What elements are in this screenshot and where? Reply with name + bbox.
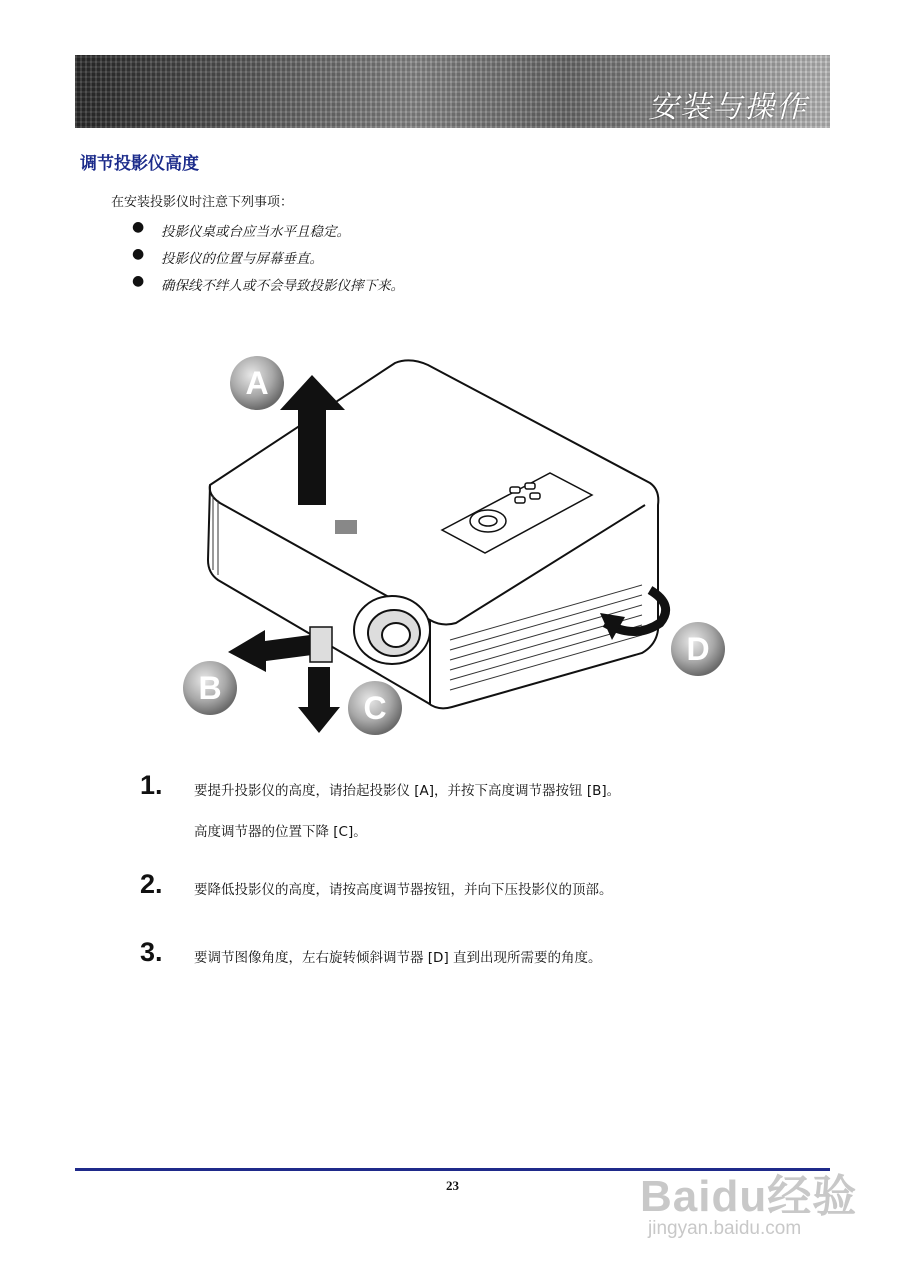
page-number: 23: [446, 1178, 459, 1193]
speaker-grille: [335, 520, 357, 534]
watermark-url: jingyan.baidu.com: [648, 1218, 802, 1239]
label-a: [230, 356, 284, 410]
header-title: 安装与操作: [648, 90, 808, 125]
header-banner: [75, 55, 830, 128]
label-c: [348, 681, 402, 735]
svg-text:B: B: [198, 670, 222, 706]
section-title: 调节投影仪高度: [80, 154, 199, 174]
arrow-down-icon: [298, 667, 340, 733]
label-b: [183, 661, 237, 715]
bullet-icon: ●: [132, 219, 145, 235]
intro-text: 在安装投影仪时注意下列事项：: [111, 195, 294, 210]
watermark-logo: Baidu经验: [640, 1172, 858, 1221]
step-number: 2.: [140, 869, 163, 899]
lens: [354, 596, 430, 664]
label-d: [671, 622, 725, 676]
step-text: 高度调节器的位置下降 [C]。: [194, 824, 367, 840]
bullet-icon: ●: [132, 273, 145, 289]
projector-illustration: [180, 355, 730, 740]
bullet-icon: ●: [132, 246, 145, 262]
step-text: 要调节图像角度，左右旋转倾斜调节器 [D] 直到出现所需要的角度。: [194, 950, 602, 966]
step-number: 3.: [140, 937, 163, 967]
svg-text:A: A: [245, 365, 269, 401]
svg-text:D: D: [686, 631, 710, 667]
watermark: [640, 1140, 860, 1260]
arrow-left-icon: [228, 630, 312, 672]
step-text: 要降低投影仪的高度，请按高度调节器按钮，并向下压投影仪的顶部。: [194, 882, 613, 898]
height-adjuster-foot: [310, 627, 332, 662]
svg-text:C: C: [363, 690, 387, 726]
step-number: 1.: [140, 770, 163, 800]
step-text: 要提升投影仪的高度，请抬起投影仪 [A]，并按下高度调节器按钮 [B]。: [194, 783, 621, 799]
